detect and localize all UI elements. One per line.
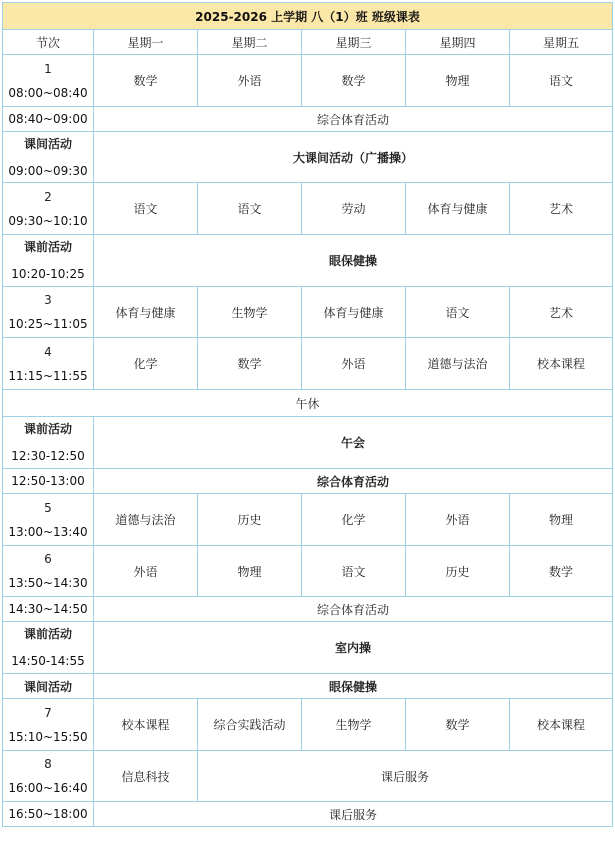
header-thursday: 星期四 (406, 30, 510, 55)
class-cell: 化学 (94, 338, 198, 390)
period-time: 13:00~13:40 (8, 524, 88, 539)
period-time: 15:10~15:50 (8, 729, 88, 744)
period-number: 7 (44, 705, 52, 720)
class-cell: 艺术 (510, 287, 613, 338)
period-cell (3, 338, 94, 390)
activity-cell: 眼保健操 (94, 674, 613, 699)
class-cell: 生物学 (302, 699, 406, 751)
table-title: 2025-2026 上学期 八（1）班 班级课表 (3, 3, 613, 30)
period-cell (3, 55, 94, 107)
period-time: 09:00~09:30 (8, 163, 88, 178)
activity-cell: 午会 (94, 417, 613, 469)
class-cell: 语文 (94, 183, 198, 235)
table-row (3, 287, 613, 338)
activity-cell: 综合体育活动 (94, 107, 613, 132)
class-cell: 信息科技 (94, 751, 198, 802)
class-cell: 语文 (510, 55, 613, 107)
period-number: 2 (44, 189, 52, 204)
period-time: 10:25~11:05 (8, 317, 88, 331)
class-cell: 语文 (198, 183, 302, 235)
lunch-break-cell: 午休 (3, 390, 613, 417)
period-time: 09:30~10:10 (8, 213, 88, 228)
table-row (3, 802, 613, 827)
class-cell: 艺术 (510, 183, 613, 235)
class-cell: 语文 (406, 287, 510, 338)
period-cell (3, 417, 94, 469)
class-cell: 校本课程 (510, 338, 613, 390)
period-time: 14:50-14:55 (11, 654, 85, 668)
table-row (3, 751, 613, 802)
table-row (3, 597, 613, 622)
period-cell (3, 622, 94, 674)
class-cell: 数学 (510, 546, 613, 597)
class-cell: 劳动 (302, 183, 406, 235)
class-cell: 校本课程 (94, 699, 198, 751)
table-row (3, 622, 613, 674)
activity-label: 课间活动 (23, 136, 72, 151)
period-cell (3, 183, 94, 235)
activity-cell: 室内操 (94, 622, 613, 674)
class-cell: 数学 (406, 699, 510, 751)
table-row (3, 235, 613, 287)
class-cell: 道德与法治 (406, 338, 510, 390)
activity-cell: 眼保健操 (94, 235, 613, 287)
period-time: 08:40~09:00 (3, 107, 94, 132)
class-cell: 物理 (510, 494, 613, 546)
activity-cell: 综合体育活动 (94, 469, 613, 494)
table-row (3, 132, 613, 183)
class-cell: 数学 (302, 55, 406, 107)
period-number: 3 (44, 293, 52, 307)
period-cell (3, 751, 94, 802)
table-row (3, 183, 613, 235)
period-time: 12:50-13:00 (3, 469, 94, 494)
period-time: 13:50~14:30 (8, 576, 88, 590)
class-cell: 历史 (198, 494, 302, 546)
activity-cell: 综合体育活动 (94, 597, 613, 622)
header-friday: 星期五 (510, 30, 613, 55)
period-number: 4 (44, 344, 52, 359)
activity-cell: 大课间活动（广播操） (94, 132, 613, 183)
class-cell: 化学 (302, 494, 406, 546)
class-cell: 道德与法治 (94, 494, 198, 546)
activity-label: 课前活动 (23, 422, 72, 436)
class-cell: 物理 (406, 55, 510, 107)
period-number: 5 (44, 500, 52, 515)
class-cell: 物理 (198, 546, 302, 597)
class-cell: 体育与健康 (406, 183, 510, 235)
class-cell: 体育与健康 (302, 287, 406, 338)
header-wednesday: 星期三 (302, 30, 406, 55)
table-row (3, 390, 613, 417)
period-time: 12:30-12:50 (11, 449, 85, 463)
activity-label: 课前活动 (23, 240, 72, 254)
period-cell (3, 699, 94, 751)
class-cell: 语文 (302, 546, 406, 597)
table-row (3, 338, 613, 390)
period-number: 1 (44, 61, 52, 76)
activity-label: 课间活动 (3, 674, 94, 699)
period-number: 6 (44, 552, 52, 566)
class-cell: 外语 (302, 338, 406, 390)
class-cell: 校本课程 (510, 699, 613, 751)
table-row (3, 699, 613, 751)
class-cell: 外语 (94, 546, 198, 597)
period-time: 14:30~14:50 (3, 597, 94, 622)
table-row (3, 674, 613, 699)
period-cell (3, 235, 94, 287)
after-school-cell: 课后服务 (198, 751, 613, 802)
class-cell: 体育与健康 (94, 287, 198, 338)
timetable-grid (2, 2, 613, 827)
class-cell: 数学 (94, 55, 198, 107)
period-cell (3, 287, 94, 338)
table-row (3, 546, 613, 597)
class-cell: 外语 (406, 494, 510, 546)
header-tuesday: 星期二 (198, 30, 302, 55)
period-time: 10:20-10:25 (11, 267, 85, 281)
class-cell: 综合实践活动 (198, 699, 302, 751)
period-number: 8 (44, 757, 52, 771)
period-time: 16:50~18:00 (3, 802, 94, 827)
table-row (3, 55, 613, 107)
table-row (3, 469, 613, 494)
class-cell: 数学 (198, 338, 302, 390)
activity-label: 课前活动 (23, 627, 72, 641)
table-row (3, 494, 613, 546)
class-cell: 历史 (406, 546, 510, 597)
table-row (3, 107, 613, 132)
header-period: 节次 (3, 30, 94, 55)
period-time: 08:00~08:40 (8, 85, 88, 100)
class-cell: 生物学 (198, 287, 302, 338)
period-cell (3, 494, 94, 546)
header-monday: 星期一 (94, 30, 198, 55)
class-cell: 外语 (198, 55, 302, 107)
period-cell (3, 132, 94, 183)
period-cell (3, 546, 94, 597)
activity-cell: 课后服务 (94, 802, 613, 827)
table-row (3, 417, 613, 469)
period-time: 16:00~16:40 (8, 781, 88, 795)
period-time: 11:15~11:55 (8, 368, 88, 383)
